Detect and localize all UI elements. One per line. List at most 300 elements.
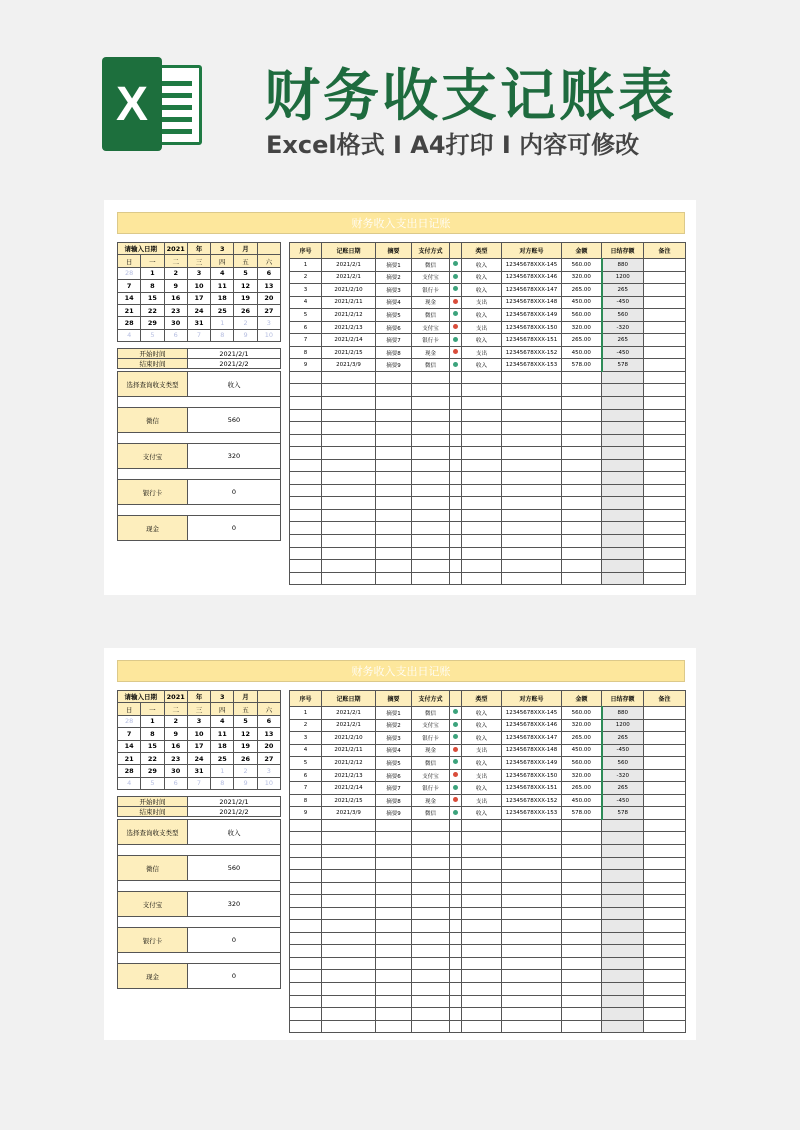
empty-cell[interactable] bbox=[502, 522, 562, 535]
calendar-day[interactable]: 24 bbox=[187, 752, 210, 764]
row-note[interactable] bbox=[644, 769, 686, 782]
empty-cell[interactable] bbox=[450, 857, 462, 870]
row-amount[interactable]: 450.00 bbox=[562, 296, 602, 309]
empty-cell[interactable] bbox=[450, 371, 462, 384]
empty-cell[interactable] bbox=[376, 409, 412, 422]
empty-cell[interactable] bbox=[376, 970, 412, 983]
empty-cell[interactable] bbox=[562, 547, 602, 560]
row-account[interactable]: 12345678XXX-152 bbox=[502, 346, 562, 359]
empty-cell[interactable] bbox=[502, 560, 562, 573]
empty-cell[interactable] bbox=[644, 397, 686, 410]
empty-cell[interactable] bbox=[562, 560, 602, 573]
calendar-day[interactable]: 9 bbox=[164, 280, 187, 292]
empty-cell[interactable] bbox=[502, 1008, 562, 1021]
empty-cell[interactable] bbox=[502, 459, 562, 472]
empty-cell[interactable] bbox=[644, 434, 686, 447]
empty-cell[interactable] bbox=[462, 397, 502, 410]
calendar-day[interactable]: 31 bbox=[187, 317, 210, 329]
empty-cell[interactable] bbox=[602, 560, 644, 573]
row-summary[interactable]: 摘要9 bbox=[376, 359, 412, 372]
empty-cell[interactable] bbox=[644, 932, 686, 945]
row-method[interactable]: 现金 bbox=[412, 744, 450, 757]
empty-cell[interactable] bbox=[412, 845, 450, 858]
row-type[interactable]: 收入 bbox=[462, 271, 502, 284]
empty-cell[interactable] bbox=[322, 945, 376, 958]
empty-cell[interactable] bbox=[450, 983, 462, 996]
empty-cell[interactable] bbox=[644, 509, 686, 522]
empty-cell[interactable] bbox=[462, 1008, 502, 1021]
empty-cell[interactable] bbox=[602, 819, 644, 832]
empty-cell[interactable] bbox=[290, 409, 322, 422]
table-row-empty[interactable] bbox=[290, 819, 686, 832]
empty-cell[interactable] bbox=[322, 522, 376, 535]
empty-cell[interactable] bbox=[502, 535, 562, 548]
row-summary[interactable]: 摘要7 bbox=[376, 334, 412, 347]
empty-cell[interactable] bbox=[322, 1020, 376, 1033]
table-row[interactable] bbox=[290, 296, 686, 309]
calendar-day[interactable]: 10 bbox=[257, 329, 280, 341]
empty-cell[interactable] bbox=[322, 371, 376, 384]
empty-cell[interactable] bbox=[502, 907, 562, 920]
calendar-day[interactable]: 5 bbox=[234, 267, 257, 279]
row-method[interactable]: 银行卡 bbox=[412, 334, 450, 347]
calendar-day[interactable]: 3 bbox=[187, 715, 210, 727]
row-type[interactable]: 支出 bbox=[462, 769, 502, 782]
calendar-day[interactable]: 7 bbox=[118, 280, 141, 292]
empty-cell[interactable] bbox=[290, 472, 322, 485]
empty-cell[interactable] bbox=[562, 484, 602, 497]
empty-cell[interactable] bbox=[376, 572, 412, 585]
empty-cell[interactable] bbox=[412, 484, 450, 497]
row-date[interactable]: 2021/2/11 bbox=[322, 296, 376, 309]
table-row-empty[interactable] bbox=[290, 371, 686, 384]
row-summary[interactable]: 摘要6 bbox=[376, 769, 412, 782]
empty-cell[interactable] bbox=[562, 384, 602, 397]
calendar-day[interactable]: 30 bbox=[164, 765, 187, 777]
row-amount[interactable]: 560.00 bbox=[562, 707, 602, 720]
calendar-day[interactable]: 3 bbox=[187, 267, 210, 279]
calendar-day[interactable]: 12 bbox=[234, 280, 257, 292]
empty-cell[interactable] bbox=[376, 870, 412, 883]
empty-cell[interactable] bbox=[644, 832, 686, 845]
calendar-day[interactable]: 15 bbox=[141, 292, 164, 304]
calendar-day[interactable]: 3 bbox=[257, 317, 280, 329]
empty-cell[interactable] bbox=[602, 484, 644, 497]
row-type[interactable]: 收入 bbox=[462, 259, 502, 272]
empty-cell[interactable] bbox=[644, 459, 686, 472]
table-row-empty[interactable] bbox=[290, 920, 686, 933]
empty-cell[interactable] bbox=[562, 920, 602, 933]
empty-cell[interactable] bbox=[290, 497, 322, 510]
row-amount[interactable]: 560.00 bbox=[562, 757, 602, 770]
row-note[interactable] bbox=[644, 757, 686, 770]
empty-cell[interactable] bbox=[562, 371, 602, 384]
row-note[interactable] bbox=[644, 807, 686, 820]
empty-cell[interactable] bbox=[502, 1020, 562, 1033]
table-row[interactable] bbox=[290, 284, 686, 297]
row-method[interactable]: 现金 bbox=[412, 346, 450, 359]
row-date[interactable]: 2021/2/1 bbox=[322, 259, 376, 272]
empty-cell[interactable] bbox=[562, 970, 602, 983]
row-account[interactable]: 12345678XXX-145 bbox=[502, 707, 562, 720]
empty-cell[interactable] bbox=[562, 459, 602, 472]
empty-cell[interactable] bbox=[562, 957, 602, 970]
empty-cell[interactable] bbox=[322, 983, 376, 996]
empty-cell[interactable] bbox=[502, 995, 562, 1008]
empty-cell[interactable] bbox=[290, 422, 322, 435]
row-note[interactable] bbox=[644, 296, 686, 309]
row-type[interactable]: 收入 bbox=[462, 309, 502, 322]
empty-cell[interactable] bbox=[376, 995, 412, 1008]
empty-cell[interactable] bbox=[502, 870, 562, 883]
empty-cell[interactable] bbox=[602, 945, 644, 958]
empty-cell[interactable] bbox=[502, 882, 562, 895]
table-row-empty[interactable] bbox=[290, 945, 686, 958]
empty-cell[interactable] bbox=[290, 547, 322, 560]
calendar-day[interactable]: 6 bbox=[164, 777, 187, 789]
empty-cell[interactable] bbox=[322, 832, 376, 845]
calendar-day[interactable]: 28 bbox=[118, 267, 141, 279]
row-account[interactable]: 12345678XXX-150 bbox=[502, 769, 562, 782]
empty-cell[interactable] bbox=[290, 1008, 322, 1021]
empty-cell[interactable] bbox=[322, 547, 376, 560]
calendar-day[interactable]: 1 bbox=[141, 267, 164, 279]
row-amount[interactable]: 320.00 bbox=[562, 719, 602, 732]
empty-cell[interactable] bbox=[502, 945, 562, 958]
empty-cell[interactable] bbox=[450, 845, 462, 858]
empty-cell[interactable] bbox=[322, 484, 376, 497]
empty-cell[interactable] bbox=[290, 459, 322, 472]
empty-cell[interactable] bbox=[502, 422, 562, 435]
row-account[interactable]: 12345678XXX-145 bbox=[502, 259, 562, 272]
empty-cell[interactable] bbox=[644, 920, 686, 933]
empty-cell[interactable] bbox=[290, 509, 322, 522]
row-note[interactable] bbox=[644, 359, 686, 372]
empty-cell[interactable] bbox=[462, 945, 502, 958]
empty-cell[interactable] bbox=[412, 932, 450, 945]
table-row-empty[interactable] bbox=[290, 983, 686, 996]
row-account[interactable]: 12345678XXX-149 bbox=[502, 309, 562, 322]
empty-cell[interactable] bbox=[644, 845, 686, 858]
empty-cell[interactable] bbox=[376, 920, 412, 933]
row-note[interactable] bbox=[644, 259, 686, 272]
calendar-day[interactable]: 2 bbox=[234, 765, 257, 777]
empty-cell[interactable] bbox=[644, 870, 686, 883]
empty-cell[interactable] bbox=[644, 547, 686, 560]
empty-cell[interactable] bbox=[376, 547, 412, 560]
empty-cell[interactable] bbox=[602, 371, 644, 384]
row-summary[interactable]: 摘要1 bbox=[376, 259, 412, 272]
empty-cell[interactable] bbox=[562, 572, 602, 585]
query-type-select[interactable]: 收入 bbox=[188, 820, 281, 845]
empty-cell[interactable] bbox=[376, 907, 412, 920]
empty-cell[interactable] bbox=[462, 447, 502, 460]
empty-cell[interactable] bbox=[562, 472, 602, 485]
empty-cell[interactable] bbox=[502, 857, 562, 870]
empty-cell[interactable] bbox=[562, 409, 602, 422]
calendar-day[interactable]: 20 bbox=[257, 292, 280, 304]
empty-cell[interactable] bbox=[450, 497, 462, 510]
empty-cell[interactable] bbox=[376, 434, 412, 447]
row-note[interactable] bbox=[644, 782, 686, 795]
empty-cell[interactable] bbox=[644, 882, 686, 895]
calendar-day[interactable]: 17 bbox=[187, 740, 210, 752]
calendar-day[interactable]: 4 bbox=[211, 267, 234, 279]
row-note[interactable] bbox=[644, 719, 686, 732]
empty-cell[interactable] bbox=[644, 422, 686, 435]
row-amount[interactable]: 578.00 bbox=[562, 359, 602, 372]
calendar-day[interactable]: 22 bbox=[141, 304, 164, 316]
row-account[interactable]: 12345678XXX-153 bbox=[502, 807, 562, 820]
calendar-day[interactable]: 17 bbox=[187, 292, 210, 304]
row-date[interactable]: 2021/2/12 bbox=[322, 757, 376, 770]
empty-cell[interactable] bbox=[602, 459, 644, 472]
empty-cell[interactable] bbox=[602, 409, 644, 422]
empty-cell[interactable] bbox=[376, 371, 412, 384]
row-account[interactable]: 12345678XXX-153 bbox=[502, 359, 562, 372]
table-row-empty[interactable] bbox=[290, 857, 686, 870]
empty-cell[interactable] bbox=[462, 970, 502, 983]
row-summary[interactable]: 摘要4 bbox=[376, 744, 412, 757]
row-summary[interactable]: 摘要3 bbox=[376, 732, 412, 745]
empty-cell[interactable] bbox=[450, 920, 462, 933]
row-amount[interactable]: 450.00 bbox=[562, 744, 602, 757]
empty-cell[interactable] bbox=[462, 983, 502, 996]
empty-cell[interactable] bbox=[290, 397, 322, 410]
empty-cell[interactable] bbox=[502, 472, 562, 485]
empty-cell[interactable] bbox=[562, 857, 602, 870]
empty-cell[interactable] bbox=[644, 484, 686, 497]
table-row-empty[interactable] bbox=[290, 484, 686, 497]
empty-cell[interactable] bbox=[322, 907, 376, 920]
empty-cell[interactable] bbox=[562, 932, 602, 945]
calendar-day[interactable]: 26 bbox=[234, 304, 257, 316]
empty-cell[interactable] bbox=[602, 983, 644, 996]
empty-cell[interactable] bbox=[644, 983, 686, 996]
empty-cell[interactable] bbox=[290, 845, 322, 858]
row-method[interactable]: 微信 bbox=[412, 259, 450, 272]
calendar-day[interactable]: 9 bbox=[234, 329, 257, 341]
empty-cell[interactable] bbox=[450, 484, 462, 497]
table-row-empty[interactable] bbox=[290, 957, 686, 970]
row-summary[interactable]: 摘要9 bbox=[376, 807, 412, 820]
row-method[interactable]: 银行卡 bbox=[412, 782, 450, 795]
empty-cell[interactable] bbox=[450, 1008, 462, 1021]
empty-cell[interactable] bbox=[502, 434, 562, 447]
empty-cell[interactable] bbox=[412, 995, 450, 1008]
table-row-empty[interactable] bbox=[290, 434, 686, 447]
empty-cell[interactable] bbox=[602, 932, 644, 945]
row-date[interactable]: 2021/3/9 bbox=[322, 807, 376, 820]
empty-cell[interactable] bbox=[450, 819, 462, 832]
empty-cell[interactable] bbox=[412, 945, 450, 958]
row-account[interactable]: 12345678XXX-146 bbox=[502, 719, 562, 732]
calendar-day[interactable]: 1 bbox=[211, 317, 234, 329]
empty-cell[interactable] bbox=[602, 970, 644, 983]
row-note[interactable] bbox=[644, 707, 686, 720]
empty-cell[interactable] bbox=[290, 970, 322, 983]
empty-cell[interactable] bbox=[450, 397, 462, 410]
calendar-day[interactable]: 9 bbox=[234, 777, 257, 789]
empty-cell[interactable] bbox=[322, 932, 376, 945]
empty-cell[interactable] bbox=[602, 995, 644, 1008]
empty-cell[interactable] bbox=[644, 895, 686, 908]
empty-cell[interactable] bbox=[462, 434, 502, 447]
row-date[interactable]: 2021/2/13 bbox=[322, 769, 376, 782]
empty-cell[interactable] bbox=[462, 547, 502, 560]
table-row-empty[interactable] bbox=[290, 895, 686, 908]
empty-cell[interactable] bbox=[322, 397, 376, 410]
table-row-empty[interactable] bbox=[290, 384, 686, 397]
row-amount[interactable]: 320.00 bbox=[562, 769, 602, 782]
calendar-day[interactable]: 26 bbox=[234, 752, 257, 764]
row-amount[interactable]: 450.00 bbox=[562, 794, 602, 807]
empty-cell[interactable] bbox=[502, 970, 562, 983]
empty-cell[interactable] bbox=[412, 509, 450, 522]
table-row-empty[interactable] bbox=[290, 535, 686, 548]
table-row[interactable] bbox=[290, 334, 686, 347]
month-input[interactable]: 3 bbox=[211, 243, 234, 255]
calendar-day[interactable]: 11 bbox=[211, 728, 234, 740]
row-summary[interactable]: 摘要7 bbox=[376, 782, 412, 795]
empty-cell[interactable] bbox=[502, 409, 562, 422]
empty-cell[interactable] bbox=[602, 547, 644, 560]
table-row[interactable] bbox=[290, 782, 686, 795]
row-date[interactable]: 2021/2/1 bbox=[322, 707, 376, 720]
empty-cell[interactable] bbox=[562, 995, 602, 1008]
row-note[interactable] bbox=[644, 346, 686, 359]
empty-cell[interactable] bbox=[462, 932, 502, 945]
table-row-empty[interactable] bbox=[290, 547, 686, 560]
row-type[interactable]: 收入 bbox=[462, 334, 502, 347]
table-row-empty[interactable] bbox=[290, 560, 686, 573]
row-summary[interactable]: 摘要6 bbox=[376, 321, 412, 334]
row-account[interactable]: 12345678XXX-146 bbox=[502, 271, 562, 284]
month-input[interactable]: 3 bbox=[211, 691, 234, 703]
calendar-day[interactable]: 8 bbox=[141, 728, 164, 740]
empty-cell[interactable] bbox=[376, 422, 412, 435]
empty-cell[interactable] bbox=[376, 957, 412, 970]
empty-cell[interactable] bbox=[290, 895, 322, 908]
row-account[interactable]: 12345678XXX-148 bbox=[502, 744, 562, 757]
table-row-empty[interactable] bbox=[290, 447, 686, 460]
empty-cell[interactable] bbox=[376, 535, 412, 548]
calendar-day[interactable]: 14 bbox=[118, 740, 141, 752]
empty-cell[interactable] bbox=[562, 832, 602, 845]
empty-cell[interactable] bbox=[322, 970, 376, 983]
calendar-day[interactable]: 29 bbox=[141, 765, 164, 777]
calendar-day[interactable]: 16 bbox=[164, 292, 187, 304]
empty-cell[interactable] bbox=[412, 832, 450, 845]
empty-cell[interactable] bbox=[412, 970, 450, 983]
empty-cell[interactable] bbox=[290, 870, 322, 883]
empty-cell[interactable] bbox=[502, 447, 562, 460]
empty-cell[interactable] bbox=[322, 409, 376, 422]
calendar-day[interactable]: 12 bbox=[234, 728, 257, 740]
empty-cell[interactable] bbox=[502, 932, 562, 945]
calendar-day[interactable]: 5 bbox=[234, 715, 257, 727]
empty-cell[interactable] bbox=[322, 995, 376, 1008]
empty-cell[interactable] bbox=[502, 497, 562, 510]
calendar-day[interactable]: 10 bbox=[187, 728, 210, 740]
empty-cell[interactable] bbox=[462, 371, 502, 384]
empty-cell[interactable] bbox=[462, 995, 502, 1008]
calendar-day[interactable]: 19 bbox=[234, 292, 257, 304]
calendar-day[interactable]: 6 bbox=[257, 715, 280, 727]
empty-cell[interactable] bbox=[644, 957, 686, 970]
row-type[interactable]: 支出 bbox=[462, 794, 502, 807]
empty-cell[interactable] bbox=[376, 895, 412, 908]
empty-cell[interactable] bbox=[462, 882, 502, 895]
calendar-day[interactable]: 6 bbox=[164, 329, 187, 341]
table-row[interactable] bbox=[290, 321, 686, 334]
empty-cell[interactable] bbox=[644, 535, 686, 548]
row-method[interactable]: 银行卡 bbox=[412, 732, 450, 745]
row-amount[interactable]: 578.00 bbox=[562, 807, 602, 820]
empty-cell[interactable] bbox=[412, 472, 450, 485]
calendar-day[interactable]: 1 bbox=[141, 715, 164, 727]
row-date[interactable]: 2021/2/14 bbox=[322, 782, 376, 795]
empty-cell[interactable] bbox=[376, 857, 412, 870]
empty-cell[interactable] bbox=[602, 920, 644, 933]
empty-cell[interactable] bbox=[602, 572, 644, 585]
end-date-field[interactable]: 2021/2/2 bbox=[188, 359, 281, 369]
row-account[interactable]: 12345678XXX-152 bbox=[502, 794, 562, 807]
empty-cell[interactable] bbox=[502, 371, 562, 384]
start-date-field[interactable]: 2021/2/1 bbox=[188, 797, 281, 807]
calendar-day[interactable]: 20 bbox=[257, 740, 280, 752]
row-summary[interactable]: 摘要2 bbox=[376, 271, 412, 284]
row-type[interactable]: 支出 bbox=[462, 296, 502, 309]
row-amount[interactable]: 560.00 bbox=[562, 309, 602, 322]
row-type[interactable]: 收入 bbox=[462, 807, 502, 820]
empty-cell[interactable] bbox=[562, 1008, 602, 1021]
row-note[interactable] bbox=[644, 309, 686, 322]
table-row-empty[interactable] bbox=[290, 970, 686, 983]
calendar-day[interactable]: 10 bbox=[257, 777, 280, 789]
row-note[interactable] bbox=[644, 321, 686, 334]
table-row[interactable] bbox=[290, 769, 686, 782]
table-row-empty[interactable] bbox=[290, 522, 686, 535]
empty-cell[interactable] bbox=[462, 522, 502, 535]
empty-cell[interactable] bbox=[450, 572, 462, 585]
empty-cell[interactable] bbox=[450, 870, 462, 883]
empty-cell[interactable] bbox=[502, 484, 562, 497]
empty-cell[interactable] bbox=[502, 819, 562, 832]
empty-cell[interactable] bbox=[602, 522, 644, 535]
empty-cell[interactable] bbox=[322, 497, 376, 510]
empty-cell[interactable] bbox=[502, 845, 562, 858]
calendar-day[interactable]: 8 bbox=[211, 329, 234, 341]
calendar-day[interactable]: 2 bbox=[234, 317, 257, 329]
calendar-day[interactable]: 13 bbox=[257, 728, 280, 740]
empty-cell[interactable] bbox=[602, 434, 644, 447]
empty-cell[interactable] bbox=[290, 447, 322, 460]
empty-cell[interactable] bbox=[602, 832, 644, 845]
calendar-day[interactable]: 19 bbox=[234, 740, 257, 752]
calendar-day[interactable]: 29 bbox=[141, 317, 164, 329]
row-summary[interactable]: 摘要8 bbox=[376, 346, 412, 359]
row-date[interactable]: 2021/2/10 bbox=[322, 284, 376, 297]
empty-cell[interactable] bbox=[376, 397, 412, 410]
empty-cell[interactable] bbox=[450, 422, 462, 435]
empty-cell[interactable] bbox=[562, 895, 602, 908]
empty-cell[interactable] bbox=[462, 384, 502, 397]
table-row-empty[interactable] bbox=[290, 572, 686, 585]
empty-cell[interactable] bbox=[502, 397, 562, 410]
empty-cell[interactable] bbox=[290, 434, 322, 447]
empty-cell[interactable] bbox=[450, 907, 462, 920]
